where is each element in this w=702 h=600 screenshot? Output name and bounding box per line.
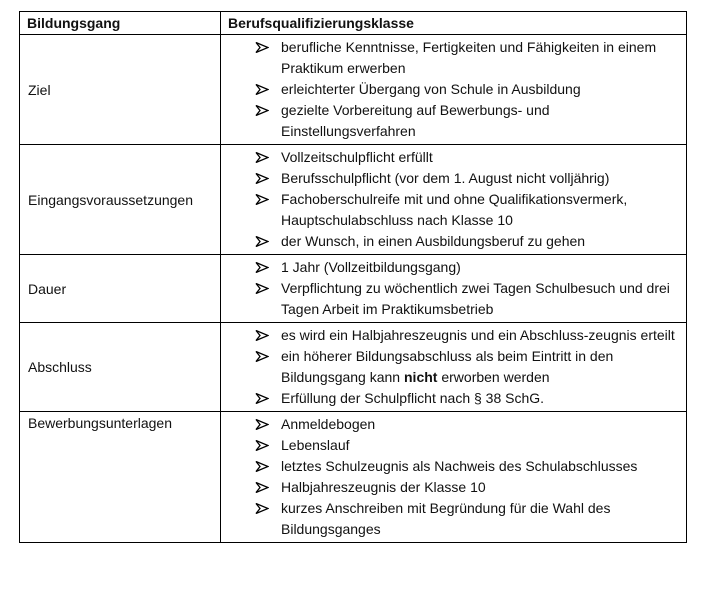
- arrow-bullet-icon: [255, 168, 271, 189]
- arrow-bullet-icon: [255, 257, 271, 278]
- table-row: [20, 35, 687, 145]
- arrow-bullet-icon: [255, 346, 271, 367]
- list-item: der Wunsch, in einen Ausbildungsberuf zu gehen: [221, 231, 686, 252]
- arrow-bullet-icon: [255, 477, 271, 498]
- arrow-bullet-icon: [255, 231, 271, 252]
- table-header-row: [20, 12, 687, 35]
- info-table: [19, 11, 687, 543]
- list-item: Verpflichtung zu wöchentlich zwei Tagen Schulbesuch und drei Tagen Arbeit im Praktikumsbetrieb: [221, 278, 686, 320]
- list-item: es wird ein Halbjahreszeugnis und ein Abschluss-zeugnis erteilt: [221, 325, 686, 346]
- table-row: [20, 412, 687, 543]
- header-berufsqualifizierungsklasse: Berufsqualifizierungsklasse: [221, 12, 687, 35]
- list-item: Fachoberschulreife mit und ohne Qualifikationsvermerk, Hauptschulabschluss nach Klasse 10: [221, 189, 686, 231]
- list-item: ein höherer Bildungsabschluss als beim Eintritt in den Bildungsgang kann nicht erworben werden: [221, 346, 686, 388]
- row-label: Dauer: [20, 255, 221, 323]
- list-item: berufliche Kenntnisse, Fertigkeiten und Fähigkeiten in einem Praktikum erwerben: [221, 37, 686, 79]
- row-content: [221, 323, 687, 412]
- arrow-bullet-icon: [255, 498, 271, 519]
- list-item: erleichterter Übergang von Schule in Ausbildung: [221, 79, 686, 100]
- row-label: Bewerbungsunterlagen: [20, 412, 221, 543]
- table-row: [20, 145, 687, 255]
- arrow-bullet-icon: [255, 278, 271, 299]
- list-item: letztes Schulzeugnis als Nachweis des Schulabschlusses: [221, 456, 686, 477]
- row-label: Ziel: [20, 35, 221, 145]
- arrow-bullet-icon: [255, 388, 271, 409]
- row-label: Abschluss: [20, 323, 221, 412]
- bullet-list: [221, 35, 686, 144]
- list-item: Anmeldebogen: [221, 414, 686, 435]
- arrow-bullet-icon: [255, 456, 271, 477]
- emphasis-nicht: nicht: [404, 369, 438, 385]
- arrow-bullet-icon: [255, 100, 271, 121]
- row-content: [221, 412, 687, 543]
- arrow-bullet-icon: [255, 79, 271, 100]
- document-page: [19, 11, 686, 543]
- row-content: [221, 35, 687, 145]
- arrow-bullet-icon: [255, 37, 271, 58]
- list-item: Erfüllung der Schulpflicht nach § 38 SchG.: [221, 388, 686, 409]
- list-item: Halbjahreszeugnis der Klasse 10: [221, 477, 686, 498]
- list-item: 1 Jahr (Vollzeitbildungsgang): [221, 257, 686, 278]
- list-item: gezielte Vorbereitung auf Bewerbungs- und Einstellungsverfahren: [221, 100, 686, 142]
- arrow-bullet-icon: [255, 435, 271, 456]
- bullet-list: [221, 323, 686, 411]
- list-item: Lebenslauf: [221, 435, 686, 456]
- header-bildungsgang: Bildungsgang: [20, 12, 221, 35]
- arrow-bullet-icon: [255, 414, 271, 435]
- row-content: [221, 255, 687, 323]
- arrow-bullet-icon: [255, 189, 271, 210]
- table-row: [20, 255, 687, 323]
- list-item: kurzes Anschreiben mit Begründung für die Wahl des Bildungsganges: [221, 498, 686, 540]
- list-item: Berufsschulpflicht (vor dem 1. August nicht volljährig): [221, 168, 686, 189]
- bullet-list: [221, 412, 686, 542]
- arrow-bullet-icon: [255, 325, 271, 346]
- arrow-bullet-icon: [255, 147, 271, 168]
- bullet-list: [221, 145, 686, 254]
- bullet-list: [221, 255, 686, 322]
- list-item: Vollzeitschulpflicht erfüllt: [221, 147, 686, 168]
- row-label: Eingangsvoraussetzungen: [20, 145, 221, 255]
- row-content: [221, 145, 687, 255]
- table-row: [20, 323, 687, 412]
